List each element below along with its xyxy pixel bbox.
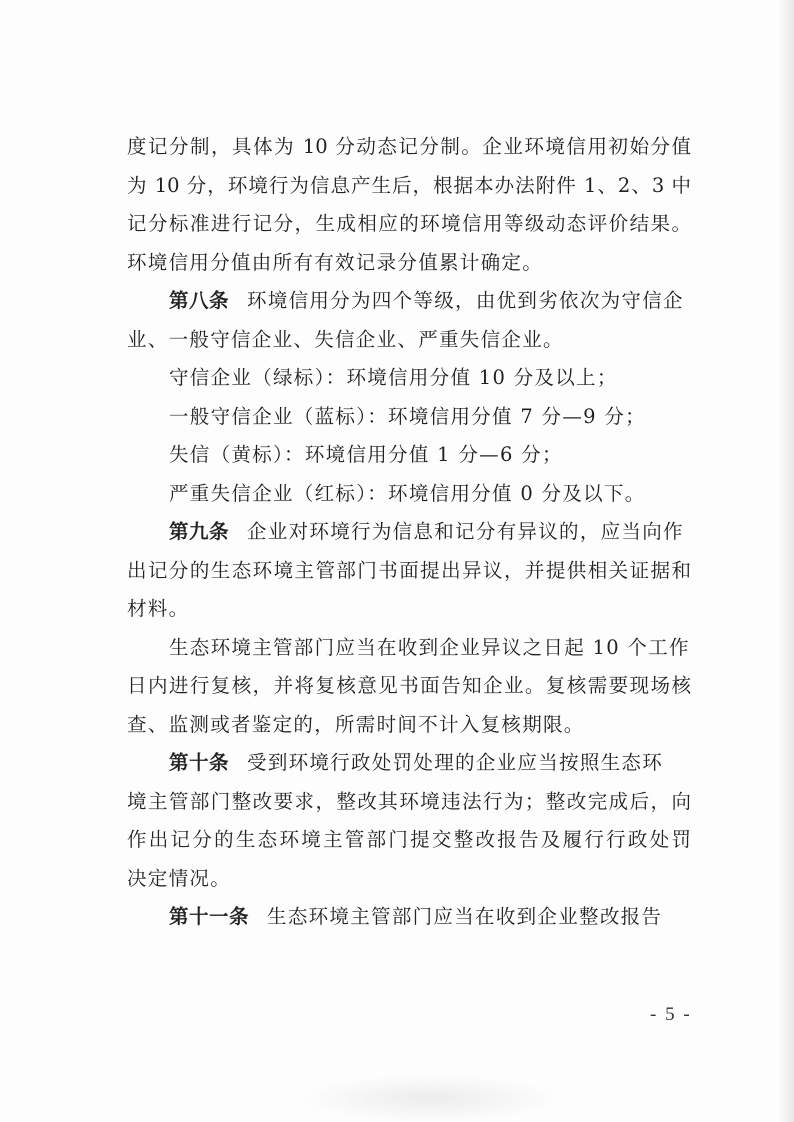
article-text: 企业对环境行为信息和记分有异议的，应当向作	[247, 520, 684, 543]
article-text: 受到环境行政处罚处理的企业应当按照生态环	[247, 751, 664, 774]
paragraph-line: 境主管部门整改要求，整改其环境违法行为；整改完成后，向	[127, 789, 691, 813]
scan-smudge	[300, 1075, 560, 1122]
grade-item-red: 严重失信企业（红标）：环境信用分值 0 分及以下。	[169, 481, 646, 505]
article-title: 第十一条	[169, 905, 250, 928]
paragraph-line: 出记分的生态环境主管部门书面提出异议，并提供相关证据和	[127, 558, 691, 582]
grade-item-blue: 一般守信企业（蓝标）：环境信用分值 7 分—9 分；	[169, 404, 646, 428]
article-title: 第八条	[169, 289, 230, 312]
article-11-first-line	[127, 898, 691, 937]
article-title: 第九条	[169, 520, 230, 543]
paragraph-line: 作出记分的生态环境主管部门提交整改报告及履行行政处罚	[127, 828, 691, 851]
paragraph-line: 材料。	[127, 597, 190, 620]
article-text: 生态环境主管部门应当在收到企业整改报告	[267, 905, 663, 928]
paragraph-line: 环境信用分值由所有有效记录分值累计确定。	[127, 250, 544, 274]
paragraph-line: 业、一般守信企业、失信企业、严重失信企业。	[127, 327, 564, 351]
paragraph-line: 查、监测或者鉴定的，所需时间不计入复核期限。	[127, 712, 585, 736]
paragraph-line: 为 10 分，环境行为信息产生后，根据本办法附件 1、2、3 中	[127, 173, 691, 197]
grade-item-yellow: 失信（黄标）：环境信用分值 1 分—6 分；	[169, 443, 563, 466]
document-body	[127, 128, 691, 937]
paragraph-line: 日内进行复核，并将复核意见书面告知企业。复核需要现场核	[127, 674, 691, 697]
paragraph-line: 记分标准进行记分，生成相应的环境信用等级动态评价结果。	[127, 212, 691, 235]
paragraph-line: 决定情况。	[127, 866, 232, 890]
article-8-first-line	[127, 282, 691, 321]
page-number: - 5 -	[650, 1004, 692, 1025]
paragraph-line: 生态环境主管部门应当在收到企业异议之日起 10 个工作	[169, 635, 690, 659]
scan-edge-shadow	[778, 0, 794, 1122]
article-9-first-line	[127, 513, 691, 552]
paragraph-line: 度记分制，具体为 10 分动态记分制。企业环境信用初始分值	[127, 135, 691, 158]
article-10-first-line	[127, 744, 691, 783]
grade-item-green: 守信企业（绿标）：环境信用分值 10 分及以上；	[169, 366, 618, 389]
article-text: 环境信用分为四个等级，由优到劣依次为守信企	[247, 289, 684, 312]
article-title: 第十条	[169, 751, 230, 774]
